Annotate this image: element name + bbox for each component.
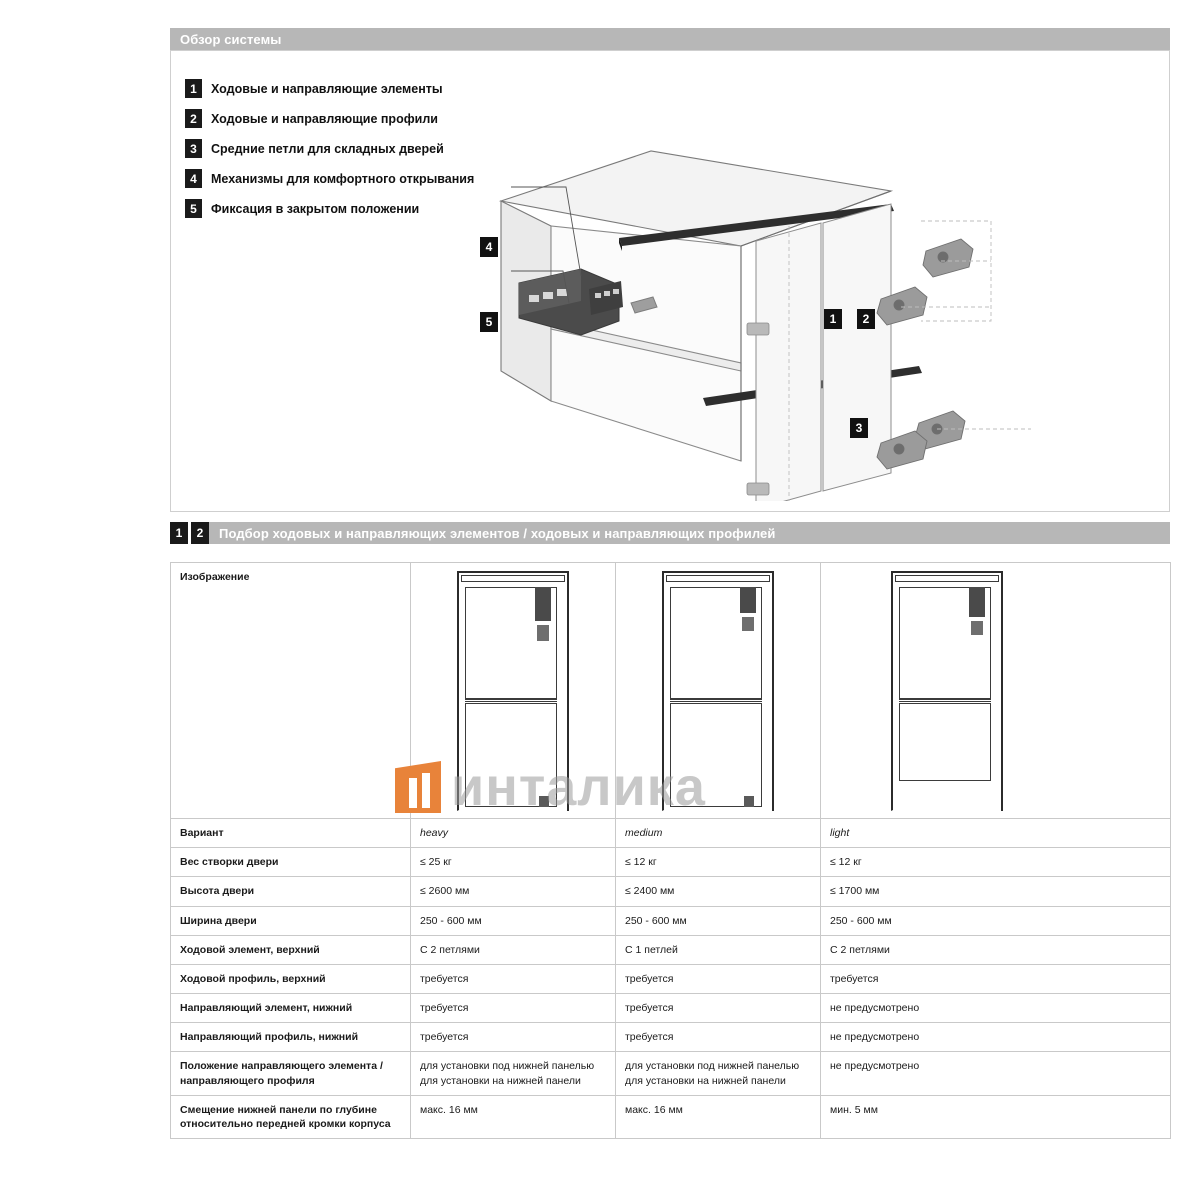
row-value-heavy: требуется [411, 994, 616, 1023]
overview-panel [170, 50, 1170, 512]
row-value-heavy: требуется [411, 1023, 616, 1052]
legend-badge-1: 1 [185, 79, 202, 98]
row-value-light: С 2 петлями [821, 935, 1171, 964]
legend-badge-2: 2 [185, 109, 202, 128]
row-value-heavy: 250 - 600 мм [411, 906, 616, 935]
row-value-light: не предусмотрено [821, 1023, 1171, 1052]
table-row [171, 1052, 1171, 1095]
row-label: Ходовой профиль, верхний [171, 964, 411, 993]
legend-badge-3: 3 [185, 139, 202, 158]
callout-1: 1 [824, 309, 842, 329]
legend-item [185, 79, 474, 98]
callout-2: 2 [857, 309, 875, 329]
row-value-light: мин. 5 мм [821, 1095, 1171, 1138]
row-label-image: Изображение [171, 563, 411, 819]
row-label: Ширина двери [171, 906, 411, 935]
row-value-medium: ≤ 2400 мм [616, 877, 821, 906]
row-value-medium: требуется [616, 964, 821, 993]
table-row [171, 994, 1171, 1023]
row-value-light: не предусмотрено [821, 1052, 1171, 1095]
row-value-light: 250 - 600 мм [821, 906, 1171, 935]
row-value-heavy: для установки под нижней панелью для установки на нижней панели [411, 1052, 616, 1095]
table-row-images [171, 563, 1171, 819]
row-value-heavy: макс. 16 мм [411, 1095, 616, 1138]
overview-section-title: Обзор системы [180, 31, 282, 47]
row-value-medium: для установки под нижней панелью для установки на нижней панели [616, 1052, 821, 1095]
row-value-medium: требуется [616, 1023, 821, 1052]
legend-item [185, 139, 474, 158]
callout-5: 5 [480, 312, 498, 332]
table-row [171, 877, 1171, 906]
door-figure-light [821, 563, 1171, 819]
row-value-heavy: heavy [411, 819, 616, 848]
row-label: Вес створки двери [171, 848, 411, 877]
specification-table [170, 562, 1171, 1139]
row-value-medium: требуется [616, 994, 821, 1023]
row-value-medium: ≤ 12 кг [616, 848, 821, 877]
row-value-heavy: требуется [411, 964, 616, 993]
row-value-heavy: ≤ 25 кг [411, 848, 616, 877]
row-value-heavy: С 2 петлями [411, 935, 616, 964]
table-row [171, 935, 1171, 964]
selection-badge-1: 1 [170, 522, 188, 544]
row-value-medium: С 1 петлей [616, 935, 821, 964]
overview-section-bar [170, 28, 1170, 50]
table-row [171, 1095, 1171, 1138]
table-row [171, 964, 1171, 993]
row-value-light: light [821, 819, 1171, 848]
table-row [171, 819, 1171, 848]
callout-4: 4 [480, 237, 498, 257]
legend-item [185, 169, 474, 188]
legend-badge-4: 4 [185, 169, 202, 188]
row-label: Смещение нижней панели по глубине относительно передней кромки корпуса [171, 1095, 411, 1138]
table-row [171, 1023, 1171, 1052]
row-value-medium: medium [616, 819, 821, 848]
row-value-light: ≤ 12 кг [821, 848, 1171, 877]
row-label: Ходовой элемент, верхний [171, 935, 411, 964]
selection-section-title: Подбор ходовых и направляющих элементов / ходовых и направляющих профилей [219, 525, 776, 541]
row-value-heavy: ≤ 2600 мм [411, 877, 616, 906]
legend-item [185, 199, 474, 218]
row-label: Направляющий элемент, нижний [171, 994, 411, 1023]
row-value-medium: 250 - 600 мм [616, 906, 821, 935]
callout-3: 3 [850, 418, 868, 438]
door-figure-medium [616, 563, 821, 819]
row-value-light: не предусмотрено [821, 994, 1171, 1023]
row-value-medium: макс. 16 мм [616, 1095, 821, 1138]
selection-section-bar [170, 522, 1170, 544]
legend-label-5: Фиксация в закрытом положении [211, 201, 420, 216]
selection-badge-2: 2 [191, 522, 209, 544]
row-label: Положение направляющего элемента / направляющего профиля [171, 1052, 411, 1095]
row-label: Высота двери [171, 877, 411, 906]
legend-item [185, 109, 474, 128]
legend-label-2: Ходовые и направляющие профили [211, 111, 438, 126]
row-value-light: ≤ 1700 мм [821, 877, 1171, 906]
legend-badge-5: 5 [185, 199, 202, 218]
row-value-light: требуется [821, 964, 1171, 993]
overview-legend [185, 79, 474, 229]
legend-label-4: Механизмы для комфортного открывания [211, 171, 475, 186]
row-label: Вариант [171, 819, 411, 848]
table-row [171, 848, 1171, 877]
row-label: Направляющий профиль, нижний [171, 1023, 411, 1052]
watermark-text: инталика [451, 757, 706, 817]
table-row [171, 906, 1171, 935]
legend-label-1: Ходовые и направляющие элементы [211, 81, 443, 96]
cabinet-isometric-illustration [471, 71, 1161, 501]
legend-label-3: Средние петли для складных дверей [211, 141, 444, 156]
door-figure-heavy [411, 563, 616, 819]
